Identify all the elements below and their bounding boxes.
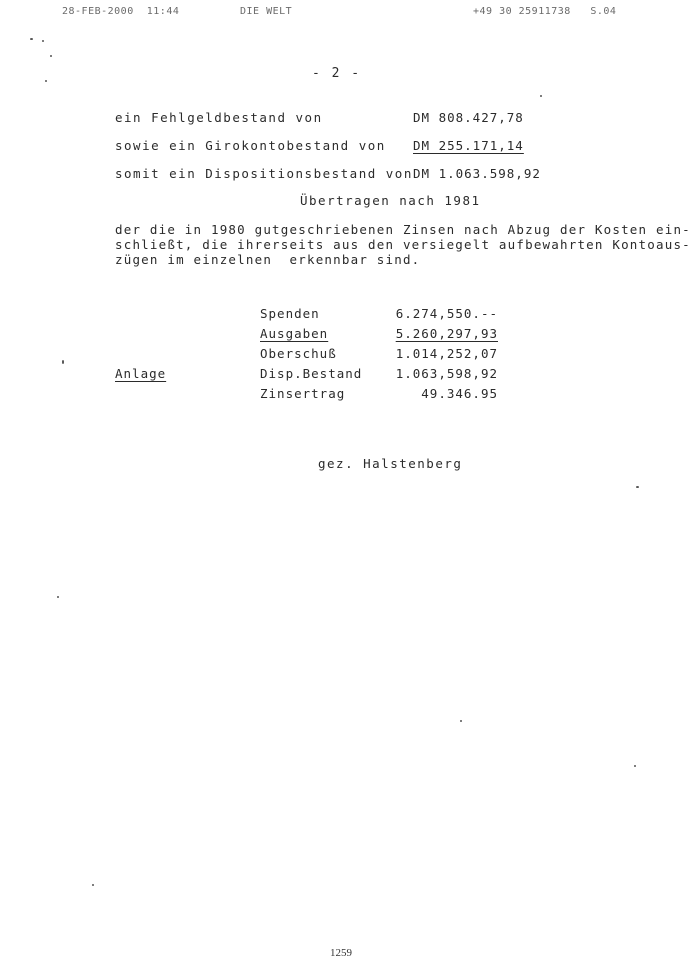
scan-speck [634,765,636,767]
balance-amount-disposition: DM 1.063.598,92 [413,166,541,181]
summary-value-zinsertrag: 49.346.95 [421,386,498,401]
scan-speck [57,596,59,598]
scan-speck [62,360,64,364]
balance-label-disposition: somit ein Dispositionsbestand von [115,166,413,181]
signature: gez. Halstenberg [318,456,463,471]
summary-label-oberschuss: Oberschuß [260,346,337,361]
paragraph-line: der die in 1980 gutgeschriebenen Zinsen nach Abzug der Kosten ein- [115,222,691,237]
scan-speck [540,95,542,97]
summary-value-ausgaben: 5.260,297,93 [395,326,498,341]
balance-amount-girokonto: DM 255.171,14 [413,138,524,153]
scan-speck [460,720,462,722]
fax-header-date: 28-FEB-2000 11:44 [62,6,180,17]
scan-speck [30,38,33,40]
summary-value-spenden: 6.274,550.-- [395,306,498,321]
fax-header-number: +49 30 25911738 S.04 [473,6,617,17]
balance-label-fehlgeld: ein Fehlgeldbestand von [115,110,323,125]
balance-label-girokonto: sowie ein Girokontobestand von [115,138,386,153]
summary-value-oberschuss: 1.014,252,07 [395,346,498,361]
explanatory-paragraph [115,222,691,267]
paragraph-line: zügen im einzelnen erkennbar sind. [115,252,421,267]
scan-speck [45,80,47,82]
fax-header-sender: DIE WELT [240,6,293,17]
scan-speck [42,40,44,42]
annex-label: Anlage [115,366,167,381]
scan-speck [636,486,639,488]
scan-speck [50,55,52,57]
paragraph-line: schließt, die ihrerseits aus den versiegelt aufbewahrten Kontoaus- [115,237,691,252]
summary-value-disp-bestand: 1.063,598,92 [395,366,498,381]
summary-label-disp-bestand: Disp.Bestand [260,366,363,381]
footer-page-number: 1259 [330,947,352,959]
summary-label-ausgaben: Ausgaben [260,326,329,341]
balance-amount-fehlgeld: DM 808.427,78 [413,110,524,125]
summary-label-zinsertrag: Zinsertrag [260,386,346,401]
carried-forward-note: Übertragen nach 1981 [300,193,481,208]
scan-speck [92,884,94,886]
page-number: - 2 - [312,66,362,81]
summary-label-spenden: Spenden [260,306,320,321]
